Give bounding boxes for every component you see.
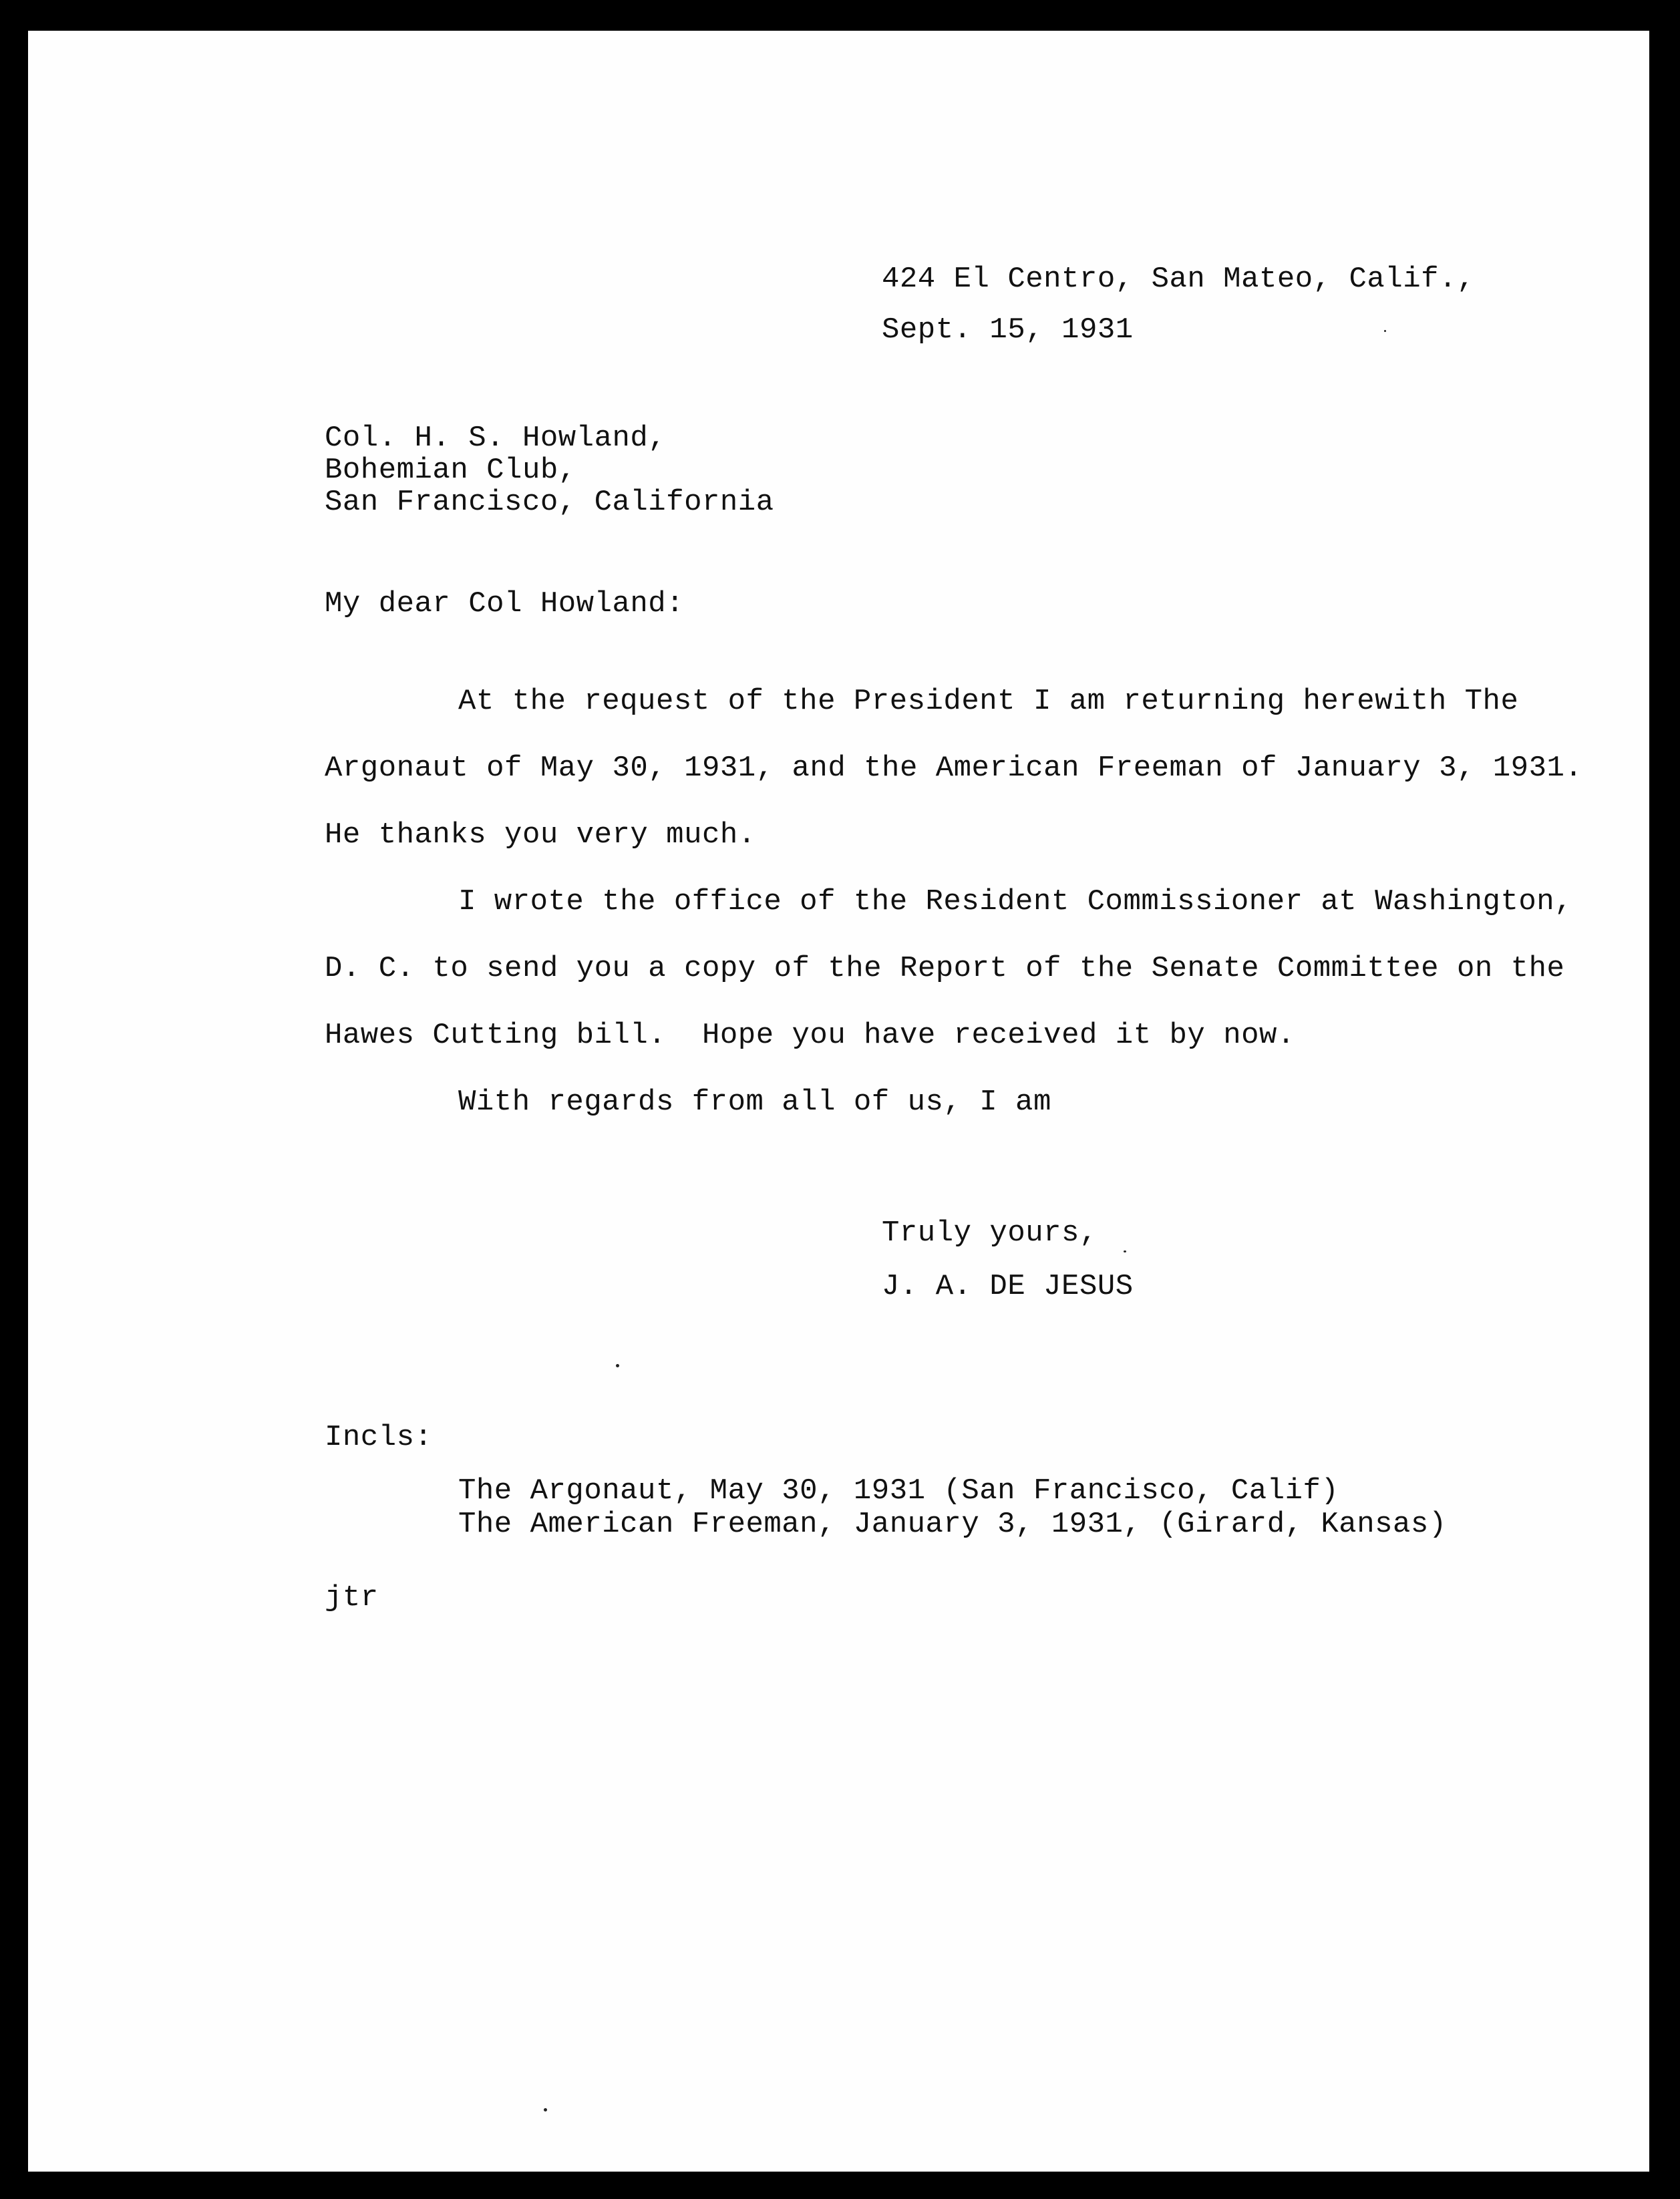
recipient-line: Col. H. S. Howland, [325, 421, 667, 455]
recipient-line: Bohemian Club, [325, 454, 576, 487]
sender-address: 424 El Centro, San Mateo, Calif., [882, 263, 1475, 296]
body-line: D. C. to send you a copy of the Report of the Senate Committee on the [325, 952, 1565, 985]
enclosure-item: The Argonaut, May 30, 1931 (San Francisco, Calif) [458, 1474, 1339, 1508]
paper-speck [544, 2108, 547, 2111]
body-line: I wrote the office of the Resident Commissioner at Washington, [458, 885, 1573, 918]
enclosure-item: The American Freeman, January 3, 1931, (Girard, Kansas) [458, 1508, 1447, 1541]
paper-speck [616, 1364, 619, 1367]
recipient-line: San Francisco, California [325, 486, 774, 519]
typist-initials: jtr [325, 1581, 379, 1615]
paper-speck [1124, 1250, 1126, 1252]
body-line: Hawes Cutting bill. Hope you have received it by now. [325, 1019, 1295, 1052]
closing: Truly yours, [882, 1216, 1098, 1250]
signature: J. A. DE JESUS [882, 1270, 1134, 1303]
body-line: With regards from all of us, I am [458, 1085, 1051, 1119]
letter-page [28, 31, 1649, 2172]
paper-speck [1384, 330, 1386, 332]
salutation: My dear Col Howland: [325, 587, 685, 621]
body-line: At the request of the President I am returning herewith The [458, 685, 1519, 718]
enclosures-label: Incls: [325, 1421, 433, 1454]
body-line: Argonaut of May 30, 1931, and the American Freeman of January 3, 1931. [325, 751, 1583, 785]
body-line: He thanks you very much. [325, 818, 756, 852]
letter-date: Sept. 15, 1931 [882, 313, 1134, 347]
